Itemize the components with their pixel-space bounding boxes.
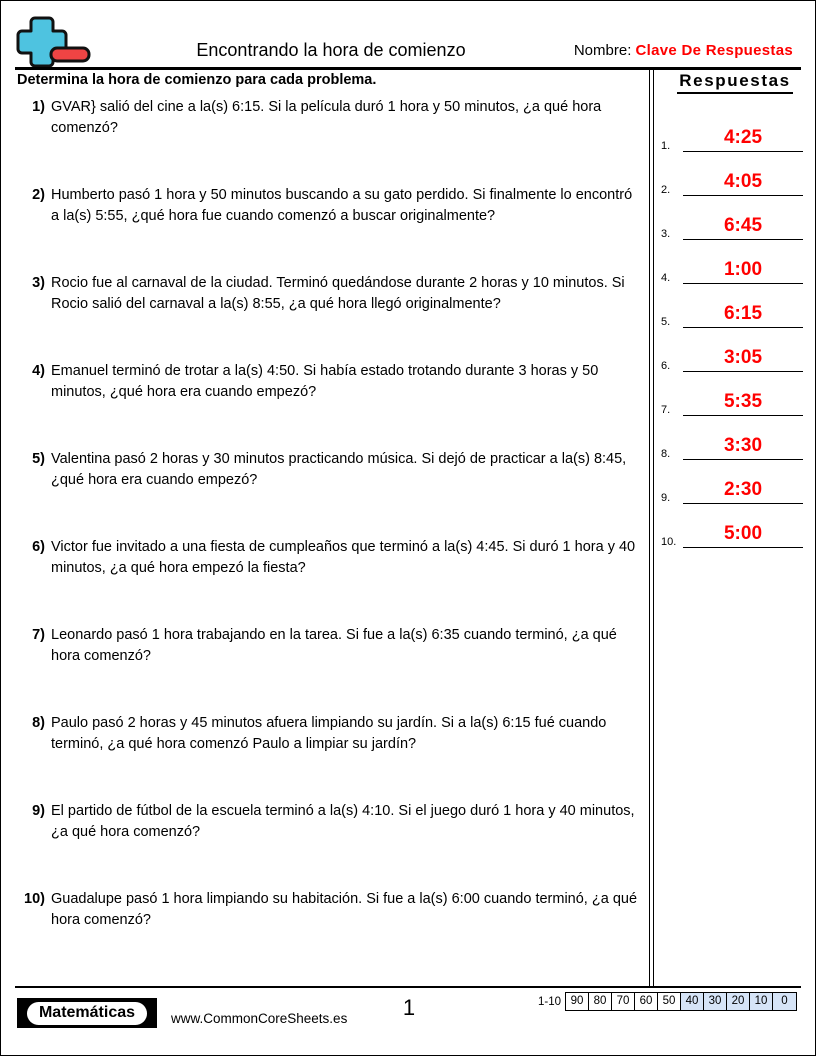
answer-row <box>661 416 803 460</box>
answer-row <box>661 152 803 196</box>
question-number: 6) <box>32 539 45 555</box>
brand-label: Matemáticas <box>27 1002 147 1025</box>
answer-row <box>661 284 803 328</box>
answer-row <box>661 504 803 548</box>
answer-row <box>661 460 803 504</box>
answer-index: 10. <box>661 536 677 548</box>
question-text: Humberto pasó 1 hora y 50 minutos buscando a su gato perdido. Si finalmente lo encontró a la(s) 5:55, ¿qué hora fue cuando comenzó a buscar originalmente? <box>51 187 633 224</box>
question-row <box>17 713 643 801</box>
score-scale-cell: 10 <box>750 993 773 1010</box>
question-number: 10) <box>24 891 45 907</box>
question-number: 2) <box>32 187 45 203</box>
score-scale-cell: 60 <box>635 993 658 1010</box>
answers-panel <box>661 71 803 548</box>
question-text: Paulo pasó 2 horas y 45 minutos afuera limpiando su jardín. Si a la(s) 6:15 fué cuando terminó, ¿a qué hora comenzó Paulo a limpiar su jardín? <box>51 715 607 752</box>
question-row <box>17 273 643 361</box>
answer-value: 5:00 <box>723 523 763 544</box>
score-scale <box>538 992 797 1011</box>
answer-value: 4:25 <box>723 127 763 148</box>
question-number: 8) <box>32 715 45 731</box>
question-text: Emanuel terminó de trotar a la(s) 4:50. Si había estado trotando durante 3 horas y 50 minutos, ¿qué hora era cuando empezó? <box>51 363 599 400</box>
answer-row <box>661 328 803 372</box>
question-row <box>17 801 643 889</box>
header-divider <box>15 67 801 70</box>
score-scale-cell: 70 <box>612 993 635 1010</box>
question-text: Valentina pasó 2 horas y 30 minutos practicando música. Si dejó de practicar a la(s) 8:45, ¿qué hora era cuando empezó? <box>51 451 627 488</box>
question-number: 4) <box>32 363 45 379</box>
question-row <box>17 449 643 537</box>
answer-index: 7. <box>661 404 671 416</box>
page-header <box>1 1 815 69</box>
question-number: 3) <box>32 275 45 291</box>
score-scale-cell: 80 <box>589 993 612 1010</box>
question-text: Victor fue invitado a una fiesta de cumpleaños que terminó a la(s) 4:45. Si duró 1 hora y 40 minutos, ¿a qué hora empezó la fiesta? <box>51 539 636 576</box>
score-scale-cell: 90 <box>566 993 589 1010</box>
column-divider <box>649 70 655 987</box>
name-label: Nombre: <box>573 42 632 59</box>
score-scale-cell: 30 <box>704 993 727 1010</box>
question-number: 9) <box>32 803 45 819</box>
question-text: El partido de fútbol de la escuela terminó a la(s) 4:10. Si el juego duró 1 hora y 40 minutos, ¿a qué hora comenzó? <box>51 803 635 840</box>
question-row <box>17 537 643 625</box>
divider-line-left <box>649 70 650 987</box>
answer-row <box>661 240 803 284</box>
page-title: Encontrando la hora de comienzo <box>196 40 466 60</box>
answer-row <box>661 196 803 240</box>
score-scale-cell: 20 <box>727 993 750 1010</box>
answer-value: 1:00 <box>723 259 763 280</box>
answer-value: 6:45 <box>723 215 763 236</box>
divider-line-right <box>653 70 654 987</box>
score-scale-cell: 40 <box>681 993 704 1010</box>
answer-index: 2. <box>661 184 671 196</box>
plus-minus-math-icon <box>15 15 93 67</box>
answer-value: 3:30 <box>723 435 763 456</box>
page-number: 1 <box>402 995 416 1020</box>
question-text: GVAR} salió del cine a la(s) 6:15. Si la película duró 1 hora y 50 minutos, ¿a qué hora comenzó? <box>51 99 602 136</box>
answer-index: 1. <box>661 140 671 152</box>
answer-row <box>661 372 803 416</box>
score-scale-cell: 50 <box>658 993 681 1010</box>
answer-value: 6:15 <box>723 303 763 324</box>
footer-divider <box>15 986 801 988</box>
name-value: Clave De Respuestas <box>635 42 793 59</box>
question-row <box>17 625 643 713</box>
question-row <box>17 185 643 273</box>
answer-index: 4. <box>661 272 671 284</box>
answer-value: 2:30 <box>723 479 763 500</box>
questions-list <box>17 97 643 977</box>
answer-value: 5:35 <box>723 391 763 412</box>
question-text: Rocio fue al carnaval de la ciudad. Terminó quedándose durante 2 horas y 10 minutos. Si Rocio salió del carnaval a la(s) 8:55, ¿a qué hora llegó originalmente? <box>51 275 625 312</box>
question-number: 1) <box>32 99 45 115</box>
answer-index: 8. <box>661 448 671 460</box>
answer-row <box>661 108 803 152</box>
answer-index: 3. <box>661 228 671 240</box>
question-row <box>17 361 643 449</box>
score-scale-grid <box>565 992 797 1011</box>
answer-index: 6. <box>661 360 671 372</box>
name-field <box>574 41 793 61</box>
answer-value: 4:05 <box>723 171 763 192</box>
question-row <box>17 97 643 185</box>
instruction-text: Determina la hora de comienzo para cada problema. <box>17 72 377 88</box>
website-url: www.CommonCoreSheets.es <box>171 1011 348 1026</box>
question-text: Leonardo pasó 1 hora trabajando en la tarea. Si fue a la(s) 6:35 cuando terminó, ¿a qué hora comenzó? <box>51 627 617 664</box>
answers-title: Respuestas <box>677 71 792 94</box>
score-scale-label: 1-10 <box>537 995 561 1008</box>
score-scale-cell: 0 <box>773 993 796 1010</box>
question-row <box>17 889 643 977</box>
question-number: 5) <box>32 451 45 467</box>
answer-value: 3:05 <box>723 347 763 368</box>
question-number: 7) <box>32 627 45 643</box>
answer-index: 9. <box>661 492 671 504</box>
question-text: Guadalupe pasó 1 hora limpiando su habitación. Si fue a la(s) 6:00 cuando terminó, ¿a qué hora comenzó? <box>51 891 638 928</box>
answers-list <box>661 108 803 548</box>
answer-index: 5. <box>661 316 671 328</box>
